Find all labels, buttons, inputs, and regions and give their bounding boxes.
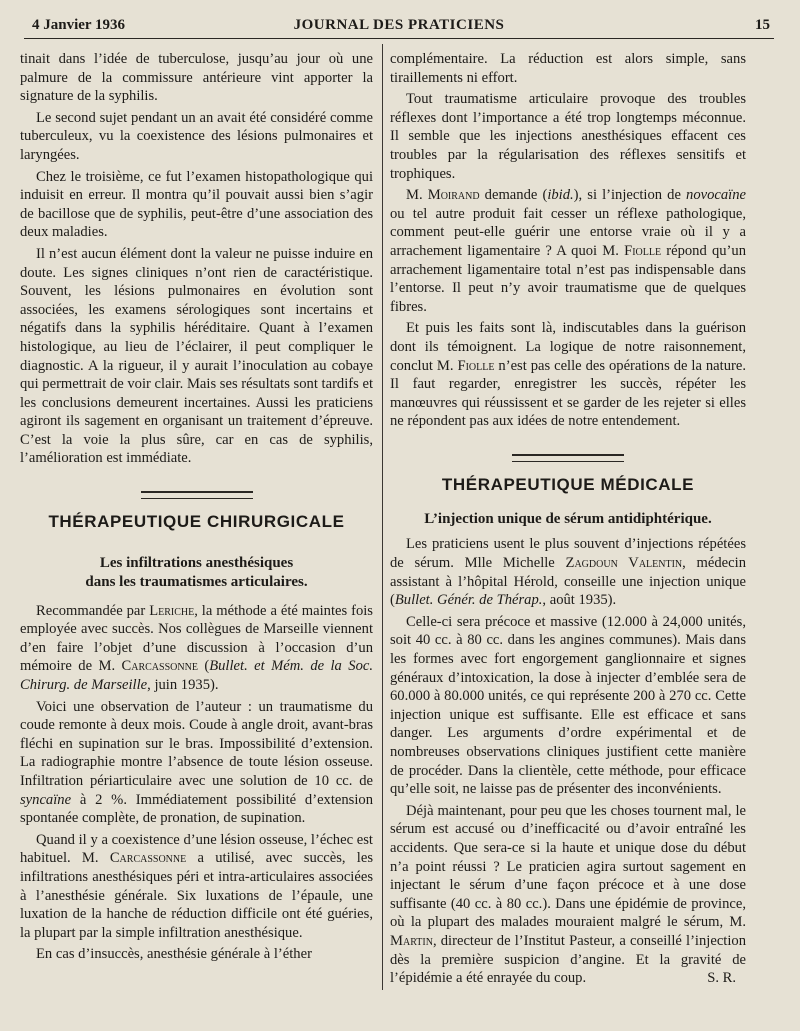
paragraph: Il n’est aucun élément dont la valeur ne puisse induire en doute. Les signes cliniques n’ont rien de caractéristique. Souvent, les lésions pulmonaires en évolution sont associées, les examens sérologiques sont incertains et négatifs dans la syphilis héréditaire. Quant à l’examen histologique, au lieu de l’éclairer, il peut compliquer le diagnostic. A la rigueur, il y aurait l’inoculation au cobaye qui permettrait de voir clair. Mais ses résultats sont tardifs et les conclusions demeurent incertaines. Aussi les praticiens agiront ils sagement en organisant un traitement d’épreuve. C’est la voie la plus sûre, car en cas de syphilis, l’amélioration est immédiate. [20,245,374,467]
page-header [24,14,774,39]
article-title-line-1: Les infiltrations anesthésiques [99,554,294,571]
author-name: Leriche [149,602,195,619]
drug-name: novocaïne [686,187,746,204]
section-rule [512,454,624,462]
paragraph: M. Moirand demande (ibid.), si l’injection de novocaïne ou tel autre produit fait cesser un réflexe pathologique, comment peut-elle guérir une entorse vraie où il y a arrachement ligamentaire ? A quoi M. Fiolle répond qu’un arrachement ligamentaire total n’est pas indispensable dans l’entorse. Il peut n’y avoir traumatisme que de quelques fibres. [390,187,747,315]
paragraph: Celle-ci sera précoce et massive (12.000 à 24,000 unités, soit 40 cc. à 80 cc. dans les angines communes). Mais dans les formes avec fort engorgement ganglionnaire et signes généraux d’intoxication, la dose à injecter d’emblée sera de 60.000 à 80.000 unités, ce qui représente 200 à 270 cc. Cette injection unique est suffisante. Elle est efficace et sans danger. Les arguments d’ordre expérimental et de nombreuses observations cliniques justifient cette manière de procéder. Dans la clientèle, cette méthode, pour efficace qu’elle soit, ne laisse pas de présenter des inconvénients. [390,613,746,798]
paragraph: Chez le troisième, ce fut l’examen histopathologique qui induisit en erreur. Il montra qu’il pouvait aussi bien s’agir de bacillose que de syphilis, peut-être d’une association des deux maladies. [20,168,373,241]
paragraph: Les praticiens usent le plus souvent d’injections répétées de sérum. Mlle Michelle Zagdoun Valentin, médecin assistant à l’hôpital Hérold, conseille une injection unique (Bullet. Génér. de Thérap., août 1935). [390,536,746,609]
reference: Bullet. et Mém. de la Soc. Chirurg. de Marseille [20,658,373,694]
left-column [20,50,373,967]
header-date: 4 Janvier 1936 [32,17,126,33]
paragraph: Recommandée par Leriche, la méthode a été maintes fois employée avec succès. Nos collègues de Marseille viennent d’en faire l’objet d’une discussion à l’occasion d’un mémoire de M. Carcassonne (Bullet. et Mém. de la Soc. Chirurg. de Marseille, juin 1935). [20,602,373,694]
author-name: Martin [390,932,433,949]
paragraph: tinait dans l’idée de tuberculose, jusqu’au jour où une palmure de la commissure antérieure vint apporter la signature de la syphilis. [20,51,373,105]
article-title-line-2: dans les traumatismes articulaires. [85,573,308,590]
paragraph: Le second sujet pendant un an avait été considéré comme tuberculeux, vu la coexistence des lésions pulmonaires et laryngées. [20,109,373,163]
right-column [390,50,746,991]
header-journal-title: JOURNAL DES PRATICIENS [293,17,505,33]
paragraph: Voici une observation de l’auteur : un traumatisme du coude remonte à deux mois. Coude à angle droit, avant-bras fléchi en supination sur le bras. Impossibilité d’extension. La radiographie montre l’absence de toute lésion osseuse. Infiltration périarticulaire avec une solution de 10 cc. de syncaïne à 2 %. Immédiatement possibilité d’extension spontanée complète, de pronation, de supination. [20,698,373,827]
section-title-medicale: THÉRAPEUTIQUE MÉDICALE [441,474,695,494]
paragraph: Et puis les faits sont là, indiscutables dans la guérison dont ils témoignent. La logique de notre raisonnement, conclut M. Fiolle n’est pas celle des opérations de la nature. Il faut regarder, enregistrer les succès, répéter les manœuvres qui réussissent et se garder de les rejeter si elles ne répondent pas aux idées de notre entendement. [390,320,746,430]
header-page-number: 15 [755,17,770,33]
paragraph: En cas d’insuccès, anesthésie générale à l’éther [36,946,312,963]
author-name: Carcassonne [109,850,187,867]
section-title-chirurgicale: THÉRAPEUTIQUE CHIRURGICALE [48,512,345,532]
paragraph: complémentaire. La réduction est alors simple, sans tiraillements ni effort. [390,51,746,86]
drug-name: syncaïne [20,791,72,808]
author-name: Fiolle [624,242,662,259]
author-name: Carcassonne [121,658,198,675]
signature: S. R. [707,970,736,987]
section-rule [141,491,253,499]
paragraph: Déjà maintenant, pour peu que les choses tournent mal, le sérum est accusé ou d’inefficacité ou d’avoir entraîné les accidents. Que sera-ce si la haute et unique dose du début n’a point réussi ? Le praticien agira surtout sagement en injectant le sérum d’une façon précoce et à une dose suffisante (40 cc. à 80 cc.). Dans une épidémie de province, où la plupart des malades mouraient malgré le sérum, M. Martin, directeur de l’Institut Pasteur, a conseillé l’injection dès la première suspicion d’angine. Et la gravité de l’épidémie a été enrayée du coup. S. R. [390,802,746,987]
column-divider [382,44,383,990]
author-name: Zagdoun Valentin [565,555,683,572]
reference: Bullet. Génér. de Thérap. [394,592,543,609]
paragraph: Tout traumatisme articulaire provoque des troubles réflexes dont l’importance a été trop longtemps méconnue. Il semble que les injections anesthésiques effacent ces troubles par la régularisation des réflexes sensitifs et trophiques. [390,91,746,182]
article-title: L’injection unique de sérum antidiphtérique. [424,511,712,528]
author-name: Moirand [427,187,480,204]
author-name: Fiolle [457,357,495,374]
paragraph: Quand il y a coexistence d’une lésion osseuse, l’échec est habituel. M. Carcassonne a utilisé, avec succès, les infiltrations anesthésiques péri et intra-articulaires associées à l’anesthésie générale. Six luxations de l’épaule, une luxation de la hanche de réduction difficile ont été guéries, la plupart par la simple infiltration anesthésique. [20,831,373,941]
article-title [20,554,373,592]
